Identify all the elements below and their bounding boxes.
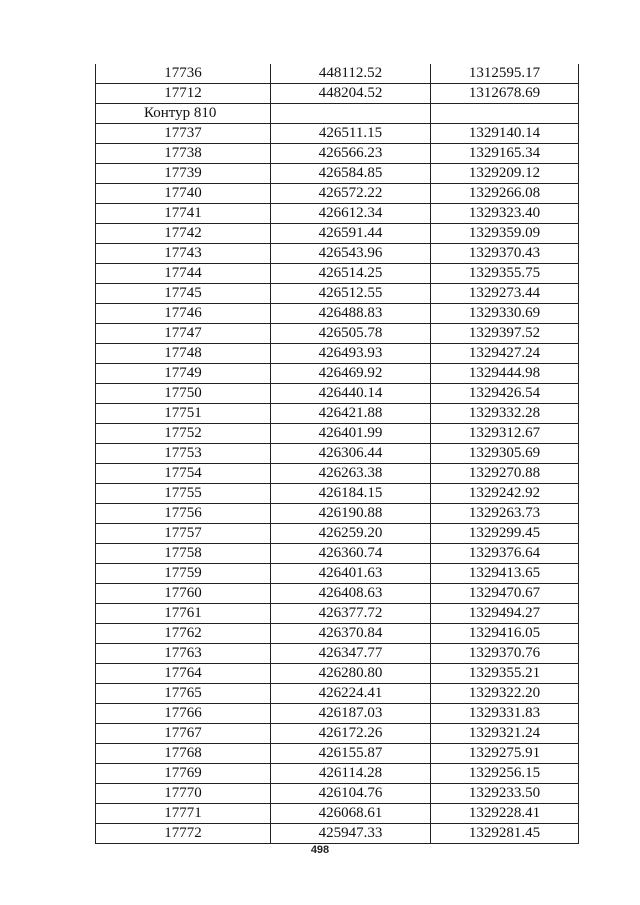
point-id-cell: 17751 (96, 404, 271, 424)
point-id-cell: 17712 (96, 84, 271, 104)
y-coordinate-cell: 1329312.67 (431, 424, 579, 444)
y-coordinate-cell: 1329140.14 (431, 124, 579, 144)
y-coordinate-cell: 1329370.76 (431, 644, 579, 664)
x-coordinate-cell: 426114.28 (271, 764, 431, 784)
point-id-cell: 17742 (96, 224, 271, 244)
table-row (96, 604, 579, 624)
table-row (96, 504, 579, 524)
table-row (96, 744, 579, 764)
y-coordinate-cell (431, 104, 579, 124)
point-id-cell: 17763 (96, 644, 271, 664)
point-id-cell: 17761 (96, 604, 271, 624)
point-id-cell: 17737 (96, 124, 271, 144)
table-row (96, 344, 579, 364)
point-id-cell: 17738 (96, 144, 271, 164)
table-row (96, 424, 579, 444)
point-id-cell: 17752 (96, 424, 271, 444)
y-coordinate-cell: 1329273.44 (431, 284, 579, 304)
y-coordinate-cell: 1329413.65 (431, 564, 579, 584)
point-id-cell: 17766 (96, 704, 271, 724)
y-coordinate-cell: 1329355.21 (431, 664, 579, 684)
y-coordinate-cell: 1329165.34 (431, 144, 579, 164)
y-coordinate-cell: 1329355.75 (431, 264, 579, 284)
x-coordinate-cell: 425947.33 (271, 824, 431, 844)
y-coordinate-cell: 1329256.15 (431, 764, 579, 784)
point-id-cell: 17744 (96, 264, 271, 284)
table-row (96, 224, 579, 244)
x-coordinate-cell: 426493.93 (271, 344, 431, 364)
x-coordinate-cell: 448204.52 (271, 84, 431, 104)
y-coordinate-cell: 1329376.64 (431, 544, 579, 564)
y-coordinate-cell: 1312678.69 (431, 84, 579, 104)
x-coordinate-cell: 426187.03 (271, 704, 431, 724)
coordinates-table (95, 64, 579, 844)
y-coordinate-cell: 1329323.40 (431, 204, 579, 224)
x-coordinate-cell: 426370.84 (271, 624, 431, 644)
y-coordinate-cell: 1329242.92 (431, 484, 579, 504)
point-id-cell: 17740 (96, 184, 271, 204)
point-id-cell: 17772 (96, 824, 271, 844)
point-id-cell: 17760 (96, 584, 271, 604)
table-row (96, 644, 579, 664)
y-coordinate-cell: 1329330.69 (431, 304, 579, 324)
point-id-cell: 17767 (96, 724, 271, 744)
y-coordinate-cell: 1329266.08 (431, 184, 579, 204)
point-id-cell: 17769 (96, 764, 271, 784)
x-coordinate-cell: 426469.92 (271, 364, 431, 384)
table-row (96, 84, 579, 104)
x-coordinate-cell: 426360.74 (271, 544, 431, 564)
point-id-cell: 17755 (96, 484, 271, 504)
x-coordinate-cell: 426263.38 (271, 464, 431, 484)
x-coordinate-cell: 426347.77 (271, 644, 431, 664)
point-id-cell: 17747 (96, 324, 271, 344)
table-row (96, 824, 579, 844)
x-coordinate-cell: 426421.88 (271, 404, 431, 424)
y-coordinate-cell: 1329332.28 (431, 404, 579, 424)
table-row (96, 444, 579, 464)
point-id-cell: 17746 (96, 304, 271, 324)
contour-header-row (96, 104, 579, 124)
x-coordinate-cell: 426104.76 (271, 784, 431, 804)
table-row (96, 284, 579, 304)
table-row (96, 64, 579, 84)
point-id-cell: 17749 (96, 364, 271, 384)
table-row (96, 624, 579, 644)
table-row (96, 804, 579, 824)
y-coordinate-cell: 1329209.12 (431, 164, 579, 184)
y-coordinate-cell: 1329397.52 (431, 324, 579, 344)
table-row (96, 784, 579, 804)
point-id-cell: 17753 (96, 444, 271, 464)
point-id-cell: 17750 (96, 384, 271, 404)
x-coordinate-cell: 426591.44 (271, 224, 431, 244)
table-row (96, 184, 579, 204)
x-coordinate-cell: 426511.15 (271, 124, 431, 144)
table-row (96, 564, 579, 584)
table-row (96, 684, 579, 704)
table-row (96, 664, 579, 684)
table-row (96, 724, 579, 744)
point-id-cell: 17762 (96, 624, 271, 644)
x-coordinate-cell: 426172.26 (271, 724, 431, 744)
x-coordinate-cell: 426408.63 (271, 584, 431, 604)
y-coordinate-cell: 1329359.09 (431, 224, 579, 244)
y-coordinate-cell: 1329281.45 (431, 824, 579, 844)
table-row (96, 464, 579, 484)
table-row (96, 204, 579, 224)
y-coordinate-cell: 1329427.24 (431, 344, 579, 364)
y-coordinate-cell: 1329270.88 (431, 464, 579, 484)
table-row (96, 164, 579, 184)
table-row (96, 244, 579, 264)
x-coordinate-cell: 426306.44 (271, 444, 431, 464)
x-coordinate-cell: 426155.87 (271, 744, 431, 764)
table-row (96, 404, 579, 424)
page-number: 498 (310, 844, 330, 856)
point-id-cell: 17770 (96, 784, 271, 804)
y-coordinate-cell: 1329299.45 (431, 524, 579, 544)
y-coordinate-cell: 1329416.05 (431, 624, 579, 644)
table-row (96, 264, 579, 284)
y-coordinate-cell: 1329494.27 (431, 604, 579, 624)
table-row (96, 704, 579, 724)
x-coordinate-cell: 426612.34 (271, 204, 431, 224)
point-id-cell: 17743 (96, 244, 271, 264)
y-coordinate-cell: 1329228.41 (431, 804, 579, 824)
point-id-cell: 17741 (96, 204, 271, 224)
x-coordinate-cell: 426512.55 (271, 284, 431, 304)
y-coordinate-cell: 1329275.91 (431, 744, 579, 764)
point-id-cell: 17756 (96, 504, 271, 524)
table-row (96, 304, 579, 324)
point-id-cell: 17764 (96, 664, 271, 684)
x-coordinate-cell: 426401.99 (271, 424, 431, 444)
x-coordinate-cell: 426401.63 (271, 564, 431, 584)
x-coordinate-cell: 426543.96 (271, 244, 431, 264)
y-coordinate-cell: 1329233.50 (431, 784, 579, 804)
table-row (96, 144, 579, 164)
y-coordinate-cell: 1329331.83 (431, 704, 579, 724)
x-coordinate-cell: 448112.52 (271, 64, 431, 84)
x-coordinate-cell: 426184.15 (271, 484, 431, 504)
x-coordinate-cell (271, 104, 431, 124)
table-row (96, 764, 579, 784)
point-id-cell: 17768 (96, 744, 271, 764)
x-coordinate-cell: 426488.83 (271, 304, 431, 324)
point-id-cell: 17736 (96, 64, 271, 84)
table-row (96, 484, 579, 504)
point-id-cell: 17754 (96, 464, 271, 484)
contour-label: Контур 810 (96, 104, 271, 124)
x-coordinate-cell: 426068.61 (271, 804, 431, 824)
point-id-cell: 17757 (96, 524, 271, 544)
point-id-cell: 17748 (96, 344, 271, 364)
table-row (96, 384, 579, 404)
x-coordinate-cell: 426377.72 (271, 604, 431, 624)
y-coordinate-cell: 1312595.17 (431, 64, 579, 84)
table-row (96, 544, 579, 564)
y-coordinate-cell: 1329263.73 (431, 504, 579, 524)
coordinates-table-body (96, 64, 579, 844)
point-id-cell: 17758 (96, 544, 271, 564)
point-id-cell: 17765 (96, 684, 271, 704)
x-coordinate-cell: 426572.22 (271, 184, 431, 204)
y-coordinate-cell: 1329444.98 (431, 364, 579, 384)
x-coordinate-cell: 426190.88 (271, 504, 431, 524)
x-coordinate-cell: 426440.14 (271, 384, 431, 404)
x-coordinate-cell: 426584.85 (271, 164, 431, 184)
y-coordinate-cell: 1329370.43 (431, 244, 579, 264)
table-row (96, 584, 579, 604)
x-coordinate-cell: 426280.80 (271, 664, 431, 684)
table-row (96, 524, 579, 544)
table-row (96, 124, 579, 144)
y-coordinate-cell: 1329321.24 (431, 724, 579, 744)
x-coordinate-cell: 426259.20 (271, 524, 431, 544)
point-id-cell: 17771 (96, 804, 271, 824)
y-coordinate-cell: 1329470.67 (431, 584, 579, 604)
x-coordinate-cell: 426224.41 (271, 684, 431, 704)
x-coordinate-cell: 426514.25 (271, 264, 431, 284)
point-id-cell: 17759 (96, 564, 271, 584)
y-coordinate-cell: 1329322.20 (431, 684, 579, 704)
point-id-cell: 17745 (96, 284, 271, 304)
x-coordinate-cell: 426566.23 (271, 144, 431, 164)
table-row (96, 364, 579, 384)
table-row (96, 324, 579, 344)
x-coordinate-cell: 426505.78 (271, 324, 431, 344)
y-coordinate-cell: 1329426.54 (431, 384, 579, 404)
point-id-cell: 17739 (96, 164, 271, 184)
y-coordinate-cell: 1329305.69 (431, 444, 579, 464)
